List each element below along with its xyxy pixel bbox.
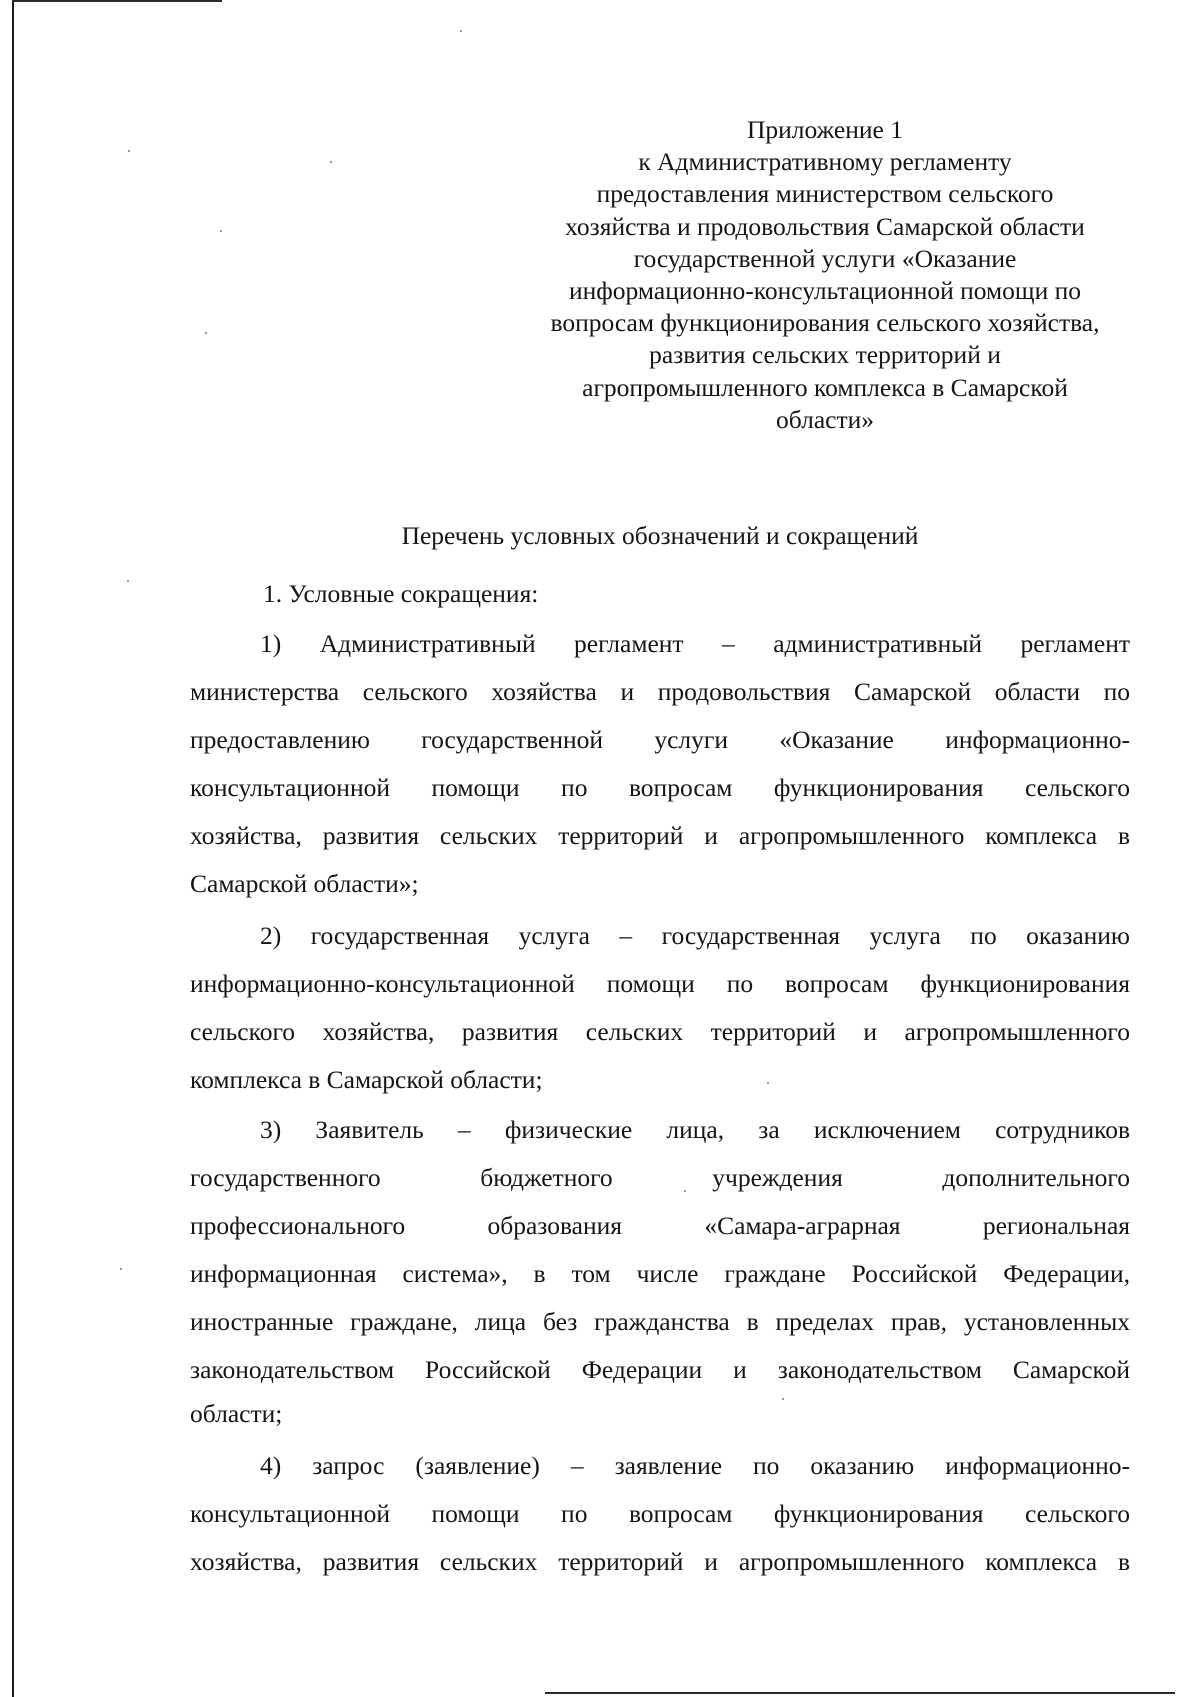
scan-border-bottom <box>545 1692 1175 1694</box>
scan-speck <box>128 150 130 152</box>
paragraph-line: консультационной помощи по вопросам функционирования сельского <box>190 1499 1130 1528</box>
paragraph-line: информационная система», в том числе граждане Российской Федерации, <box>190 1259 1130 1288</box>
appendix-line: Приложение 1 <box>747 115 903 144</box>
appendix-line: развития сельских территорий и <box>649 340 1001 370</box>
paragraph-line: министерства сельского хозяйства и продовольствия Самарской области по <box>190 677 1130 706</box>
appendix-line: агропромышленного комплекса в Самарской <box>582 372 1068 402</box>
appendix-line: предоставления министерством сельского <box>596 179 1054 209</box>
paragraph-line: государственного бюджетного учреждения дополнительного <box>190 1163 1130 1192</box>
scan-speck <box>330 161 332 163</box>
paragraph-line: хозяйства, развития сельских территорий и агропромышленного комплекса в <box>190 1547 1130 1576</box>
subheading: 1. Условные сокращения: <box>263 579 539 608</box>
scan-speck <box>127 580 129 582</box>
paragraph-line: консультационной помощи по вопросам функционирования сельского <box>190 773 1130 802</box>
paragraph-line: 4) запрос (заявление) – заявление по оказанию информационно- <box>260 1451 1130 1480</box>
appendix-line: хозяйства и продовольствия Самарской области <box>565 211 1085 241</box>
appendix-line: области» <box>776 404 874 434</box>
paragraph-line: 1) Административный регламент – административный регламент <box>260 629 1130 658</box>
paragraph-line: законодательством Российской Федерации и законодательством Самарской <box>190 1355 1130 1384</box>
paragraph-line: сельского хозяйства, развития сельских территорий и агропромышленного <box>190 1017 1130 1046</box>
appendix-line: вопросам функционирования сельского хозяйства, <box>550 308 1100 338</box>
scan-speck <box>460 30 462 32</box>
appendix-line: государственной услуги «Оказание <box>633 243 1017 273</box>
scan-border-top <box>12 0 222 2</box>
scan-speck <box>220 230 222 232</box>
paragraph-line: профессионального образования «Самара-аграрная региональная <box>190 1211 1130 1240</box>
paragraph-line: 2) государственная услуга – государственная услуга по оказанию <box>260 921 1130 950</box>
appendix-line: к Административному регламенту <box>638 147 1012 177</box>
scan-border-left <box>12 0 14 1697</box>
section-title: Перечень условных обозначений и сокращений <box>401 521 919 550</box>
paragraph-line: иностранные граждане, лица без гражданства в пределах прав, установленных <box>190 1307 1130 1336</box>
paragraph-line: информационно-консультационной помощи по вопросам функционирования <box>190 969 1130 998</box>
paragraph-line: области; <box>190 1399 283 1428</box>
scan-speck <box>120 1268 122 1270</box>
paragraph-line: предоставлению государственной услуги «Оказание информационно- <box>190 725 1130 754</box>
paragraph-line: 3) Заявитель – физические лица, за исключением сотрудников <box>260 1115 1130 1144</box>
paragraph-line: хозяйства, развития сельских территорий и агропромышленного комплекса в <box>190 821 1130 850</box>
appendix-header <box>515 114 1135 436</box>
paragraph-line: комплекса в Самарской области; <box>190 1065 543 1094</box>
scan-speck <box>205 332 207 334</box>
paragraph-line: Самарской области»; <box>190 869 419 898</box>
appendix-line: информационно-консультационной помощи по <box>568 276 1081 306</box>
